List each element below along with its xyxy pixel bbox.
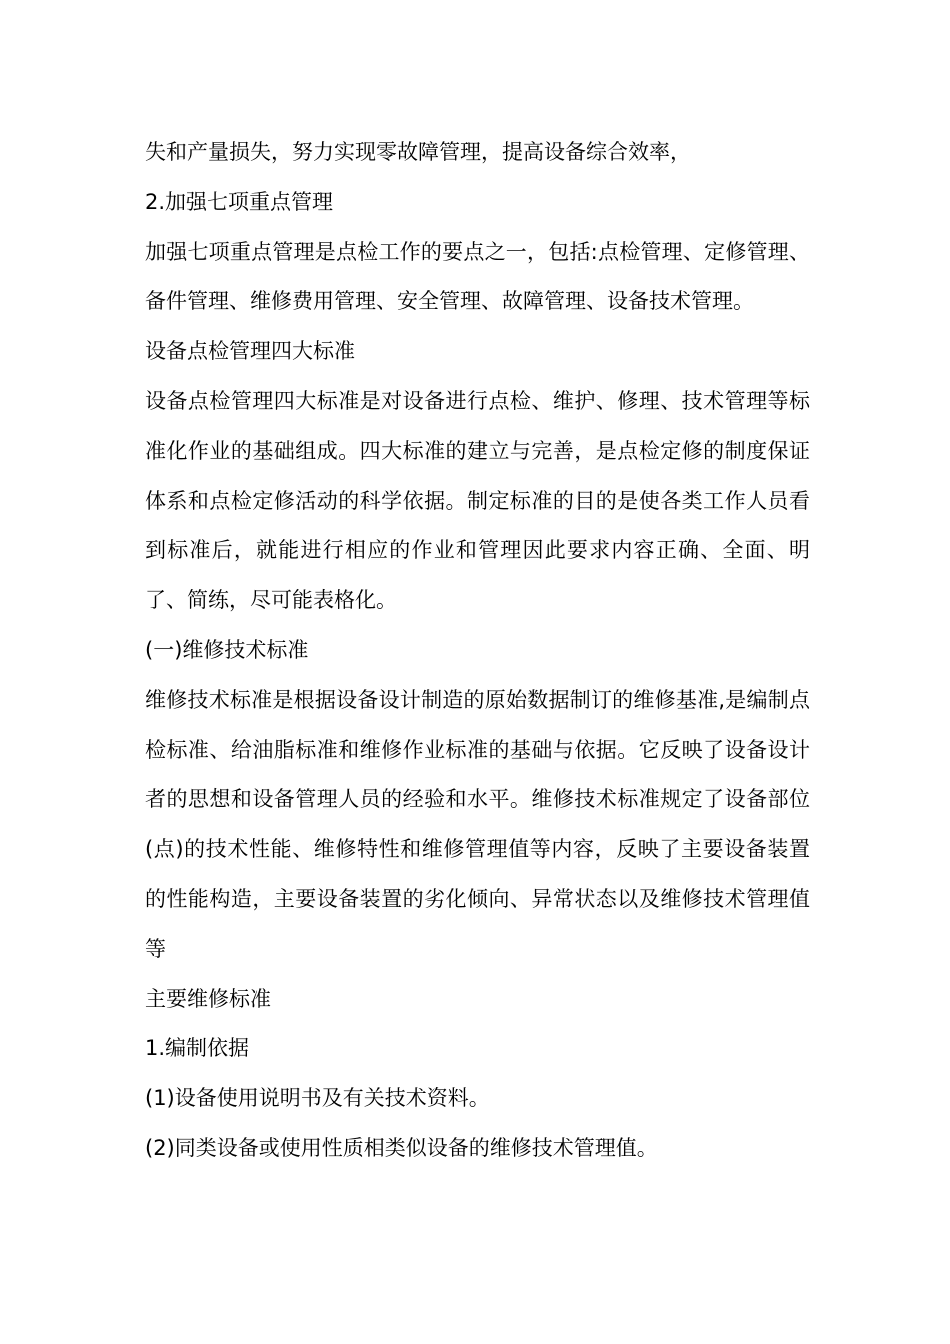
paragraph-intro-continuation: 失和产量损失，努力实现零故障管理，提高设备综合效率， [145,140,691,164]
paragraph-four-standards: 设备点检管理四大标准是对设备进行点检、维护、修理、技术管理等标准化作业的基础组成。四大标准的建立与完善，是点检定修的制度保证体系和点检定修活动的科学依据。制定标准的目的是使各类工作人员看到标准后，就能进行相应的作业和管理因此要求内容正确、全面、明了、简练，尽可能表格化。 [145,388,810,613]
paragraph-maintenance-technical-standard: 维修技术标准是根据设备设计制造的原始数据制订的维修基准,是编制点检标准、给油脂标准和维修作业标准的基础与依据。它反映了设备设计者的思想和设备管理人员的经验和水平。维修技术标准规定了设备部位(点)的技术性能、维修特性和维修管理值等内容，反映了主要设备装置的性能构造，主要设备装置的劣化倾向、异常状态以及维修技术管理值等 [145,687,810,961]
list-item-basis-1: (1)设备使用说明书及有关技术资料。 [145,1086,490,1111]
heading-main-maintenance-standard: 主要维修标准 [145,986,271,1011]
paragraph-seven-key-management: 加强七项重点管理是点检工作的要点之一，包括:点检管理、定修管理、备件管理、维修费用管理、安全管理、故障管理、设备技术管理。 [145,239,810,314]
heading-seven-key-management: 2.加强七项重点管理 [145,189,334,214]
heading-maintenance-technical-standard: (一)维修技术标准 [145,637,309,662]
heading-four-standards: 设备点检管理四大标准 [145,339,355,364]
document-body [145,128,810,1174]
list-item-basis-2: (2)同类设备或使用性质相类似设备的维修技术管理值。 [145,1135,658,1160]
heading-compilation-basis: 1.编制依据 [145,1036,250,1061]
